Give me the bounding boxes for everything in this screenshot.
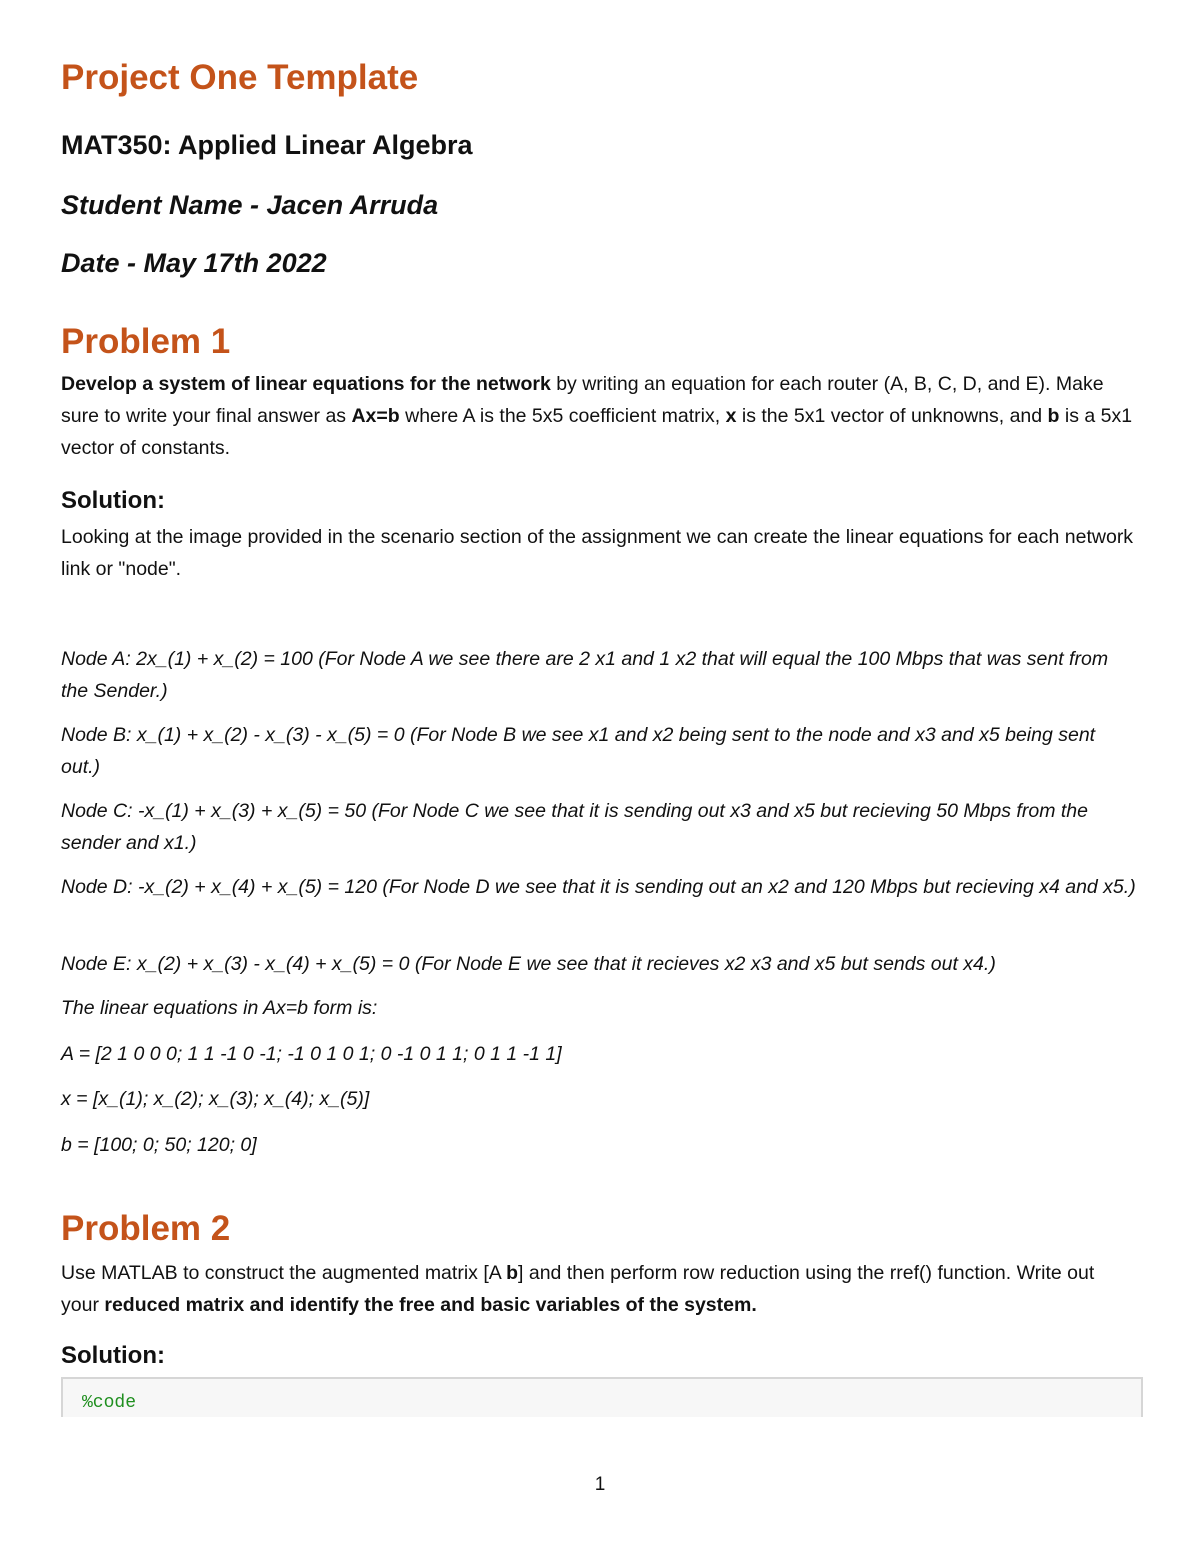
matrix-a: A = [2 1 0 0 0; 1 1 -1 0 -1; -1 0 1 0 1; 0 -1 0 1 1; 0 1 1 -1 1] (61, 1043, 562, 1065)
problem-2-solution-label: Solution: (61, 1342, 165, 1369)
equation-node-e: Node E: x_(2) + x_(3) - x_(4) + x_(5) = 0 (For Node E we see that it recieves x2 x3 and x5 but sends out x4.) (61, 953, 996, 975)
document-date: Date - May 17th 2022 (61, 248, 327, 278)
vector-b: b = [100; 0; 50; 120; 0] (61, 1134, 257, 1156)
code-text: %code (82, 1393, 137, 1413)
problem-1-prompt: Develop a system of linear equations for the network by writing an equation for each router (A, B, C, D, and E). Make sure to write your final answer as Ax=b where A is the 5x5 coefficient matrix, x is the 5x1 vector of unknowns, and b is a 5x1 vector of constants. (61, 373, 1133, 459)
form-intro: The linear equations in Ax=b form is: (61, 997, 378, 1019)
equation-node-b: Node B: x_(1) + x_(2) - x_(3) - x_(5) = 0 (For Node B we see x1 and x2 being sent to the node and x3 and x5 being sent out.) (61, 724, 1096, 778)
problem-1-solution-label: Solution: (61, 487, 165, 514)
page-number: 1 (594, 1474, 606, 1495)
problem-2-prompt: Use MATLAB to construct the augmented matrix [A b] and then perform row reduction using the rref() function. Write out your reduced matrix and identify the free and basic variables of the system. (61, 1262, 1095, 1316)
equation-node-a: Node A: 2x_(1) + x_(2) = 100 (For Node A we see there are 2 x1 and 1 x2 that will equal the 100 Mbps that was sent from the Sender.) (61, 648, 1109, 702)
code-block (61, 1377, 1143, 1417)
equation-node-d: Node D: -x_(2) + x_(4) + x_(5) = 120 (For Node D we see that it is sending out an x2 and 120 Mbps but recieving x4 and x5.) (61, 876, 1136, 898)
course-title: MAT350: Applied Linear Algebra (61, 130, 473, 160)
problem-1-intro: Looking at the image provided in the scenario section of the assignment we can create the linear equations for each network link or "node". (61, 526, 1134, 580)
vector-x: x = [x_(1); x_(2); x_(3); x_(4); x_(5)] (61, 1088, 370, 1110)
student-name: Student Name - Jacen Arruda (61, 190, 439, 220)
document-title: Project One Template (61, 58, 419, 97)
problem-1-heading: Problem 1 (61, 322, 231, 361)
problem-2-heading: Problem 2 (61, 1209, 231, 1248)
equation-node-c: Node C: -x_(1) + x_(3) + x_(5) = 50 (For Node C we see that it is sending out x3 and x5 but recieving 50 Mbps from the sender and x1.) (61, 800, 1088, 854)
